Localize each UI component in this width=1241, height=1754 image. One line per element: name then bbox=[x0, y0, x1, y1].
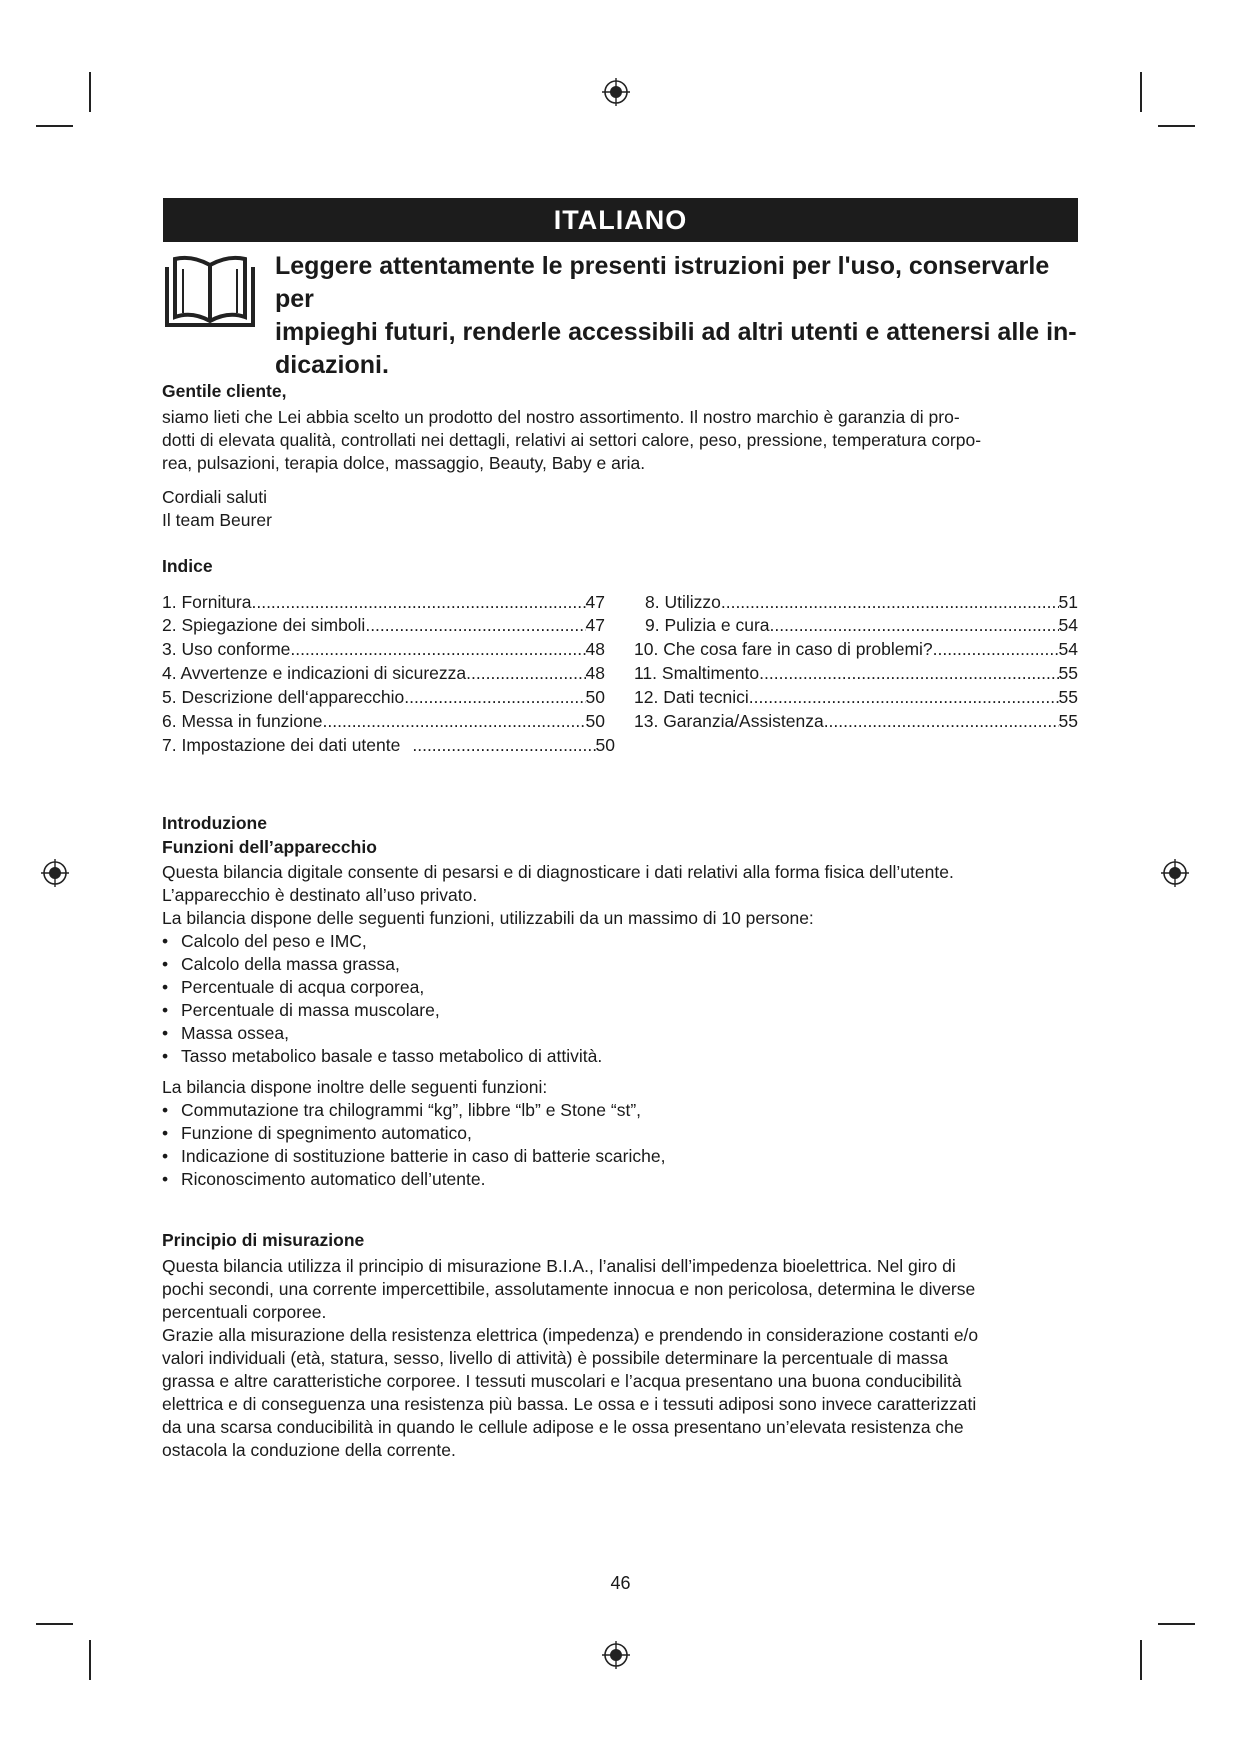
index-heading: Indice bbox=[162, 556, 213, 576]
text-line: percentuali corporee. bbox=[162, 1302, 327, 1322]
text-line: elettrica e di conseguenza una resistenza più bassa. Le ossa e i tessuti adiposi sono invece caratterizzati bbox=[162, 1394, 977, 1414]
safety-notice bbox=[275, 250, 1085, 382]
crop-mark bbox=[1140, 1640, 1142, 1680]
toc-title: 5. Descrizione dell‘apparecchio bbox=[162, 687, 405, 707]
crop-mark bbox=[1140, 72, 1142, 112]
toc-page: 54 bbox=[1058, 615, 1078, 635]
toc-page: 55 bbox=[1058, 687, 1078, 707]
text-line: rea, pulsazioni, terapia dolce, massaggio, Beauty, Baby e aria. bbox=[162, 453, 646, 473]
text-line: Grazie alla misurazione della resistenza elettrica (impedenza) e prendendo in considerazione costanti e/o bbox=[162, 1325, 979, 1345]
toc-entry[interactable] bbox=[162, 662, 605, 685]
registration-mark-icon bbox=[40, 858, 70, 888]
functions-heading: Funzioni dell’apparecchio bbox=[162, 837, 377, 857]
crop-mark bbox=[1158, 125, 1195, 127]
extra-functions-list bbox=[162, 1099, 1082, 1191]
list-item: • Commutazione tra chilogrammi “kg”, libbre “lb” e Stone “st”, bbox=[162, 1099, 1082, 1122]
list-item: • Funzione di spegnimento automatico, bbox=[162, 1122, 1082, 1145]
toc-page: 51 bbox=[1058, 592, 1078, 612]
text-line: Questa bilancia digitale consente di pesarsi e di diagnosticare i dati relativi alla forma fisica dell’utente. bbox=[162, 862, 954, 882]
registration-mark-icon bbox=[601, 77, 631, 107]
toc-title: 6. Messa in funzione bbox=[162, 711, 323, 731]
text-line: dotti di elevata qualità, controllati nei dettagli, relativi ai settori calore, peso, pressione, temperatura corpo- bbox=[162, 430, 982, 450]
greeting-closing bbox=[162, 486, 1082, 532]
principle-heading: Principio di misurazione bbox=[162, 1230, 365, 1250]
toc-entry[interactable] bbox=[634, 662, 1078, 685]
text-line: La bilancia dispone delle seguenti funzioni, utilizzabili da un massimo di 10 persone: bbox=[162, 908, 814, 928]
list-item: • Calcolo della massa grassa, bbox=[162, 953, 1082, 976]
list-item: • Calcolo del peso e IMC, bbox=[162, 930, 1082, 953]
crop-mark bbox=[36, 125, 73, 127]
text-line: Il team Beurer bbox=[162, 510, 272, 530]
functions-body bbox=[162, 861, 1082, 1191]
text-line: valori individuali (età, statura, sesso, livello di attività) è possibile determinare la percentuale di massa bbox=[162, 1348, 948, 1368]
text-line: ostacola la conduzione della corrente. bbox=[162, 1440, 456, 1460]
toc-title: 1. Fornitura bbox=[162, 592, 252, 612]
registration-mark-icon bbox=[601, 1640, 631, 1670]
registration-mark-icon bbox=[1160, 858, 1190, 888]
toc-title: 13. Garanzia/Assistenza bbox=[634, 711, 824, 731]
toc-entry[interactable] bbox=[162, 734, 615, 757]
list-item: • Riconoscimento automatico dell’utente. bbox=[162, 1168, 1082, 1191]
toc-title: 9. Pulizia e cura bbox=[645, 615, 770, 635]
list-item: • Indicazione di sostituzione batterie in caso di batterie scariche, bbox=[162, 1145, 1082, 1168]
toc-page: 50 bbox=[585, 711, 605, 731]
introduction-heading: Introduzione bbox=[162, 813, 267, 833]
toc-title: 4. Avvertenze e indicazioni di sicurezza bbox=[162, 663, 467, 683]
toc-entry[interactable] bbox=[634, 591, 1078, 614]
text-line: L’apparecchio è destinato all’uso privato. bbox=[162, 885, 478, 905]
toc-entry[interactable] bbox=[162, 614, 605, 637]
text-line: Cordiali saluti bbox=[162, 487, 268, 507]
toc-entry[interactable] bbox=[162, 638, 605, 661]
text-line: siamo lieti che Lei abbia scelto un prodotto del nostro assortimento. Il nostro marchio è garanzia di pro- bbox=[162, 407, 960, 427]
toc-page: 55 bbox=[1058, 711, 1078, 731]
toc-entry[interactable] bbox=[162, 710, 605, 733]
text-line: pochi secondi, una corrente impercettibile, assolutamente innocua e non pericolosa, determina le diverse bbox=[162, 1279, 976, 1299]
text-line: La bilancia dispone inoltre delle seguenti funzioni: bbox=[162, 1077, 548, 1097]
principle-body bbox=[162, 1255, 1082, 1462]
toc-page: 47 bbox=[585, 592, 605, 612]
crop-mark bbox=[36, 1623, 73, 1625]
list-item: • Tasso metabolico basale e tasso metabolico di attività. bbox=[162, 1045, 1082, 1068]
book-icon bbox=[165, 255, 255, 330]
crop-mark bbox=[89, 1640, 91, 1680]
crop-mark bbox=[89, 72, 91, 112]
toc-entry[interactable] bbox=[634, 710, 1078, 733]
toc-title: 11. Smaltimento bbox=[634, 663, 760, 683]
text-line: grassa e altre caratteristiche corporee. I tessuti muscolari e l’acqua presentano una buona conducibilità bbox=[162, 1371, 962, 1391]
language-banner: ITALIANO bbox=[163, 198, 1078, 242]
list-item: • Percentuale di acqua corporea, bbox=[162, 976, 1082, 999]
toc-entry[interactable] bbox=[162, 591, 605, 614]
toc-page: 48 bbox=[585, 663, 605, 683]
toc-page: 50 bbox=[585, 687, 605, 707]
safety-notice-line: dicazioni. bbox=[275, 351, 389, 379]
page-number: 46 bbox=[610, 1573, 631, 1593]
toc-entry[interactable] bbox=[634, 614, 1078, 637]
text-line: da una scarsa conducibilità in quando le cellule adipose e le ossa presentano un’elevata resistenza che bbox=[162, 1417, 964, 1437]
crop-mark bbox=[1158, 1623, 1195, 1625]
functions-list bbox=[162, 930, 1082, 1068]
text-line: Questa bilancia utilizza il principio di misurazione B.I.A., l’analisi dell’impedenza bioelettrica. Nel giro di bbox=[162, 1256, 956, 1276]
greeting-heading: Gentile cliente, bbox=[162, 381, 287, 401]
toc-title: 8. Utilizzo bbox=[645, 592, 721, 612]
toc-page: 50 bbox=[595, 735, 615, 755]
toc-title: 3. Uso conforme bbox=[162, 639, 291, 659]
toc-title: 12. Dati tecnici bbox=[634, 687, 749, 707]
safety-notice-line: Leggere attentamente le presenti istruzioni per l'uso, conservarle per bbox=[275, 252, 1050, 313]
greeting-paragraph bbox=[162, 406, 1082, 475]
toc-title: 10. Che cosa fare in caso di problemi? bbox=[634, 639, 933, 659]
toc-title: 7. Impostazione dei dati utente bbox=[162, 735, 401, 755]
toc-entry[interactable] bbox=[634, 638, 1078, 661]
list-item: • Massa ossea, bbox=[162, 1022, 1082, 1045]
toc-page: 48 bbox=[585, 639, 605, 659]
toc-page: 47 bbox=[585, 615, 605, 635]
list-item: • Percentuale di massa muscolare, bbox=[162, 999, 1082, 1022]
toc-entry[interactable] bbox=[634, 686, 1078, 709]
toc-page: 55 bbox=[1058, 663, 1078, 683]
toc-page: 54 bbox=[1058, 639, 1078, 659]
toc-title: 2. Spiegazione dei simboli bbox=[162, 615, 366, 635]
toc-entry[interactable] bbox=[162, 686, 605, 709]
safety-notice-line: impieghi futuri, renderle accessibili ad altri utenti e attenersi alle in- bbox=[275, 318, 1077, 346]
